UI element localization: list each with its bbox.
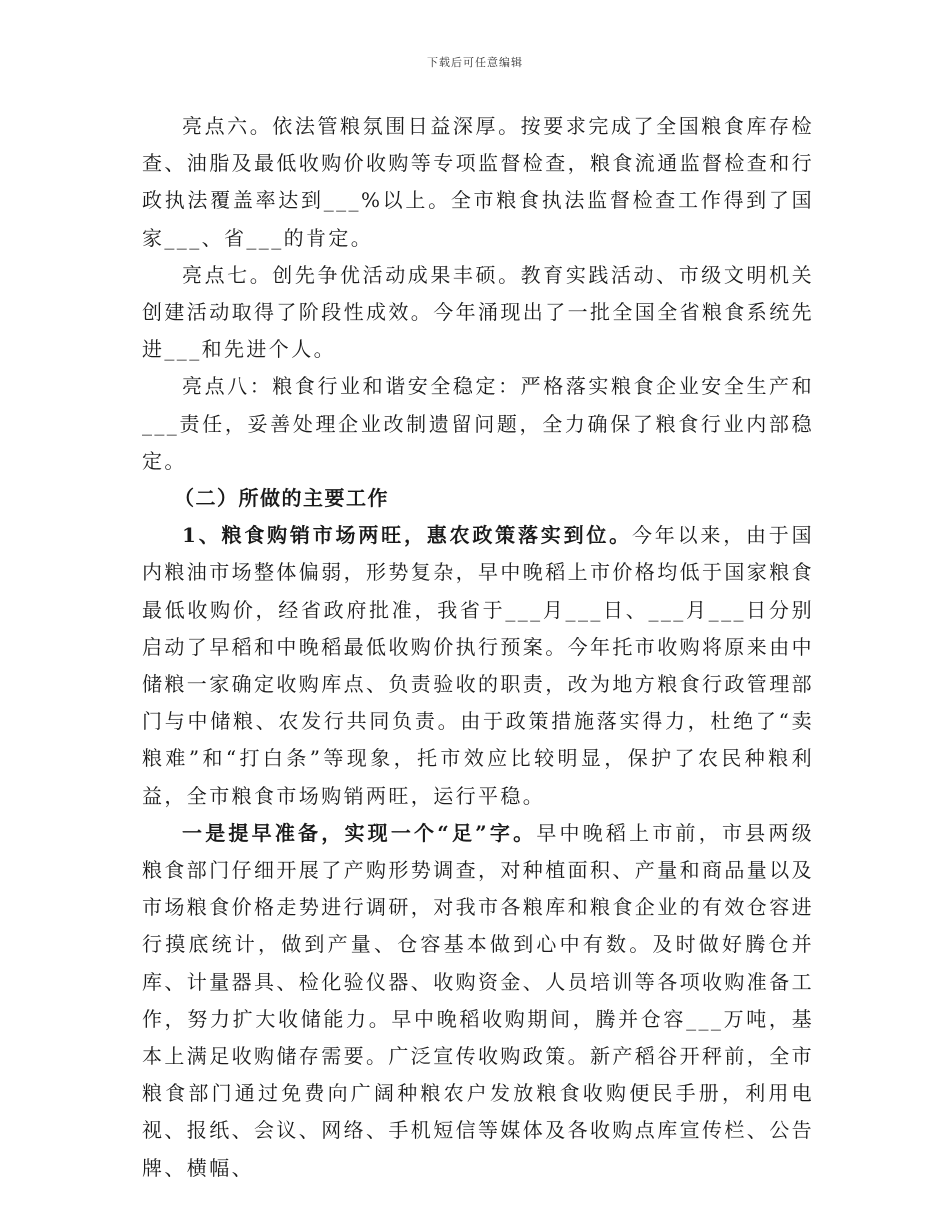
paragraph-text: 今年以来，由于国内粮油市场整体偏弱，形势复杂，早中晚稻上市价格均低于国家粮食最低收购价，经省政府批准，我省于___月___日、___月___日分别启动了早稻和中晚稻最低收购价执行预案。今年托市收购将原来由中储粮一家确定收购库点、负责验收的职责，改为地方粮食行政管理部门与中储粮、农发行共同负责。由于政策措施落实得力，杜绝了“卖粮难”和“打白条”等现象，托市效应比较明显，保护了农民种粮利益，全市粮食市场购销两旺，运行平稳。	[142, 523, 815, 808]
paragraph-early-preparation	[142, 815, 814, 1187]
paragraph-text: 亮点六。依法管粮氛围日益深厚。按要求完成了全国粮食库存检查、油脂及最低收购价收购等专项监督检查，粮食流通监督检查和行政执法覆盖率达到___%以上。全市粮食执法监督检查工作得到了国家___、省___的肯定。	[142, 114, 814, 250]
paragraph-lead: 一是提早准备，实现一个“足”字。	[182, 820, 537, 845]
paragraph-text: 亮点七。创先争优活动成果丰硕。教育实践活动、市级文明机关创建活动取得了阶段性成效。今年涌现出了一批全国全省粮食系统先进___和先进个人。	[142, 262, 814, 362]
document-body	[142, 108, 814, 1187]
paragraph-highlight-6	[142, 108, 814, 257]
paragraph-text: 早中晚稻上市前，市县两级粮食部门仔细开展了产购形势调查，对种植面积、产量和商品量以及市场粮食价格走势进行调研，对我市各粮库和粮食企业的有效仓容进行摸底统计，做到产量、仓容基本做到心中有数。及时做好腾仓并库、计量器具、检化验仪器、收购资金、人员培训等各项收购准备工作，努力扩大收储能力。早中晚稻收购期间，腾并仓容___万吨，基本上满足收购储存需要。广泛宣传收购政策。新产稻谷开秤前，全市粮食部门通过免费向广阔种粮农户发放粮食收购便民手册，利用电视、报纸、会议、网络、手机短信等媒体及各收购点库宣传栏、公告牌、横幅、	[142, 820, 814, 1180]
paragraph-highlight-7	[142, 257, 814, 369]
section-heading: （二）所做的主要工作	[174, 486, 389, 511]
paragraph-text: 亮点八：粮食行业和谐安全稳定：严格落实粮食企业安全生产和___责任，妥善处理企业改制遗留问题，全力确保了粮食行业内部稳定。	[142, 374, 814, 473]
paragraph-lead: 1、粮食购销市场两旺，惠农政策落实到位。	[182, 523, 632, 548]
page-header: 下载后可任意编辑	[427, 56, 523, 69]
paragraph-highlight-8	[142, 368, 814, 480]
paragraph-grain-purchase	[142, 517, 814, 815]
